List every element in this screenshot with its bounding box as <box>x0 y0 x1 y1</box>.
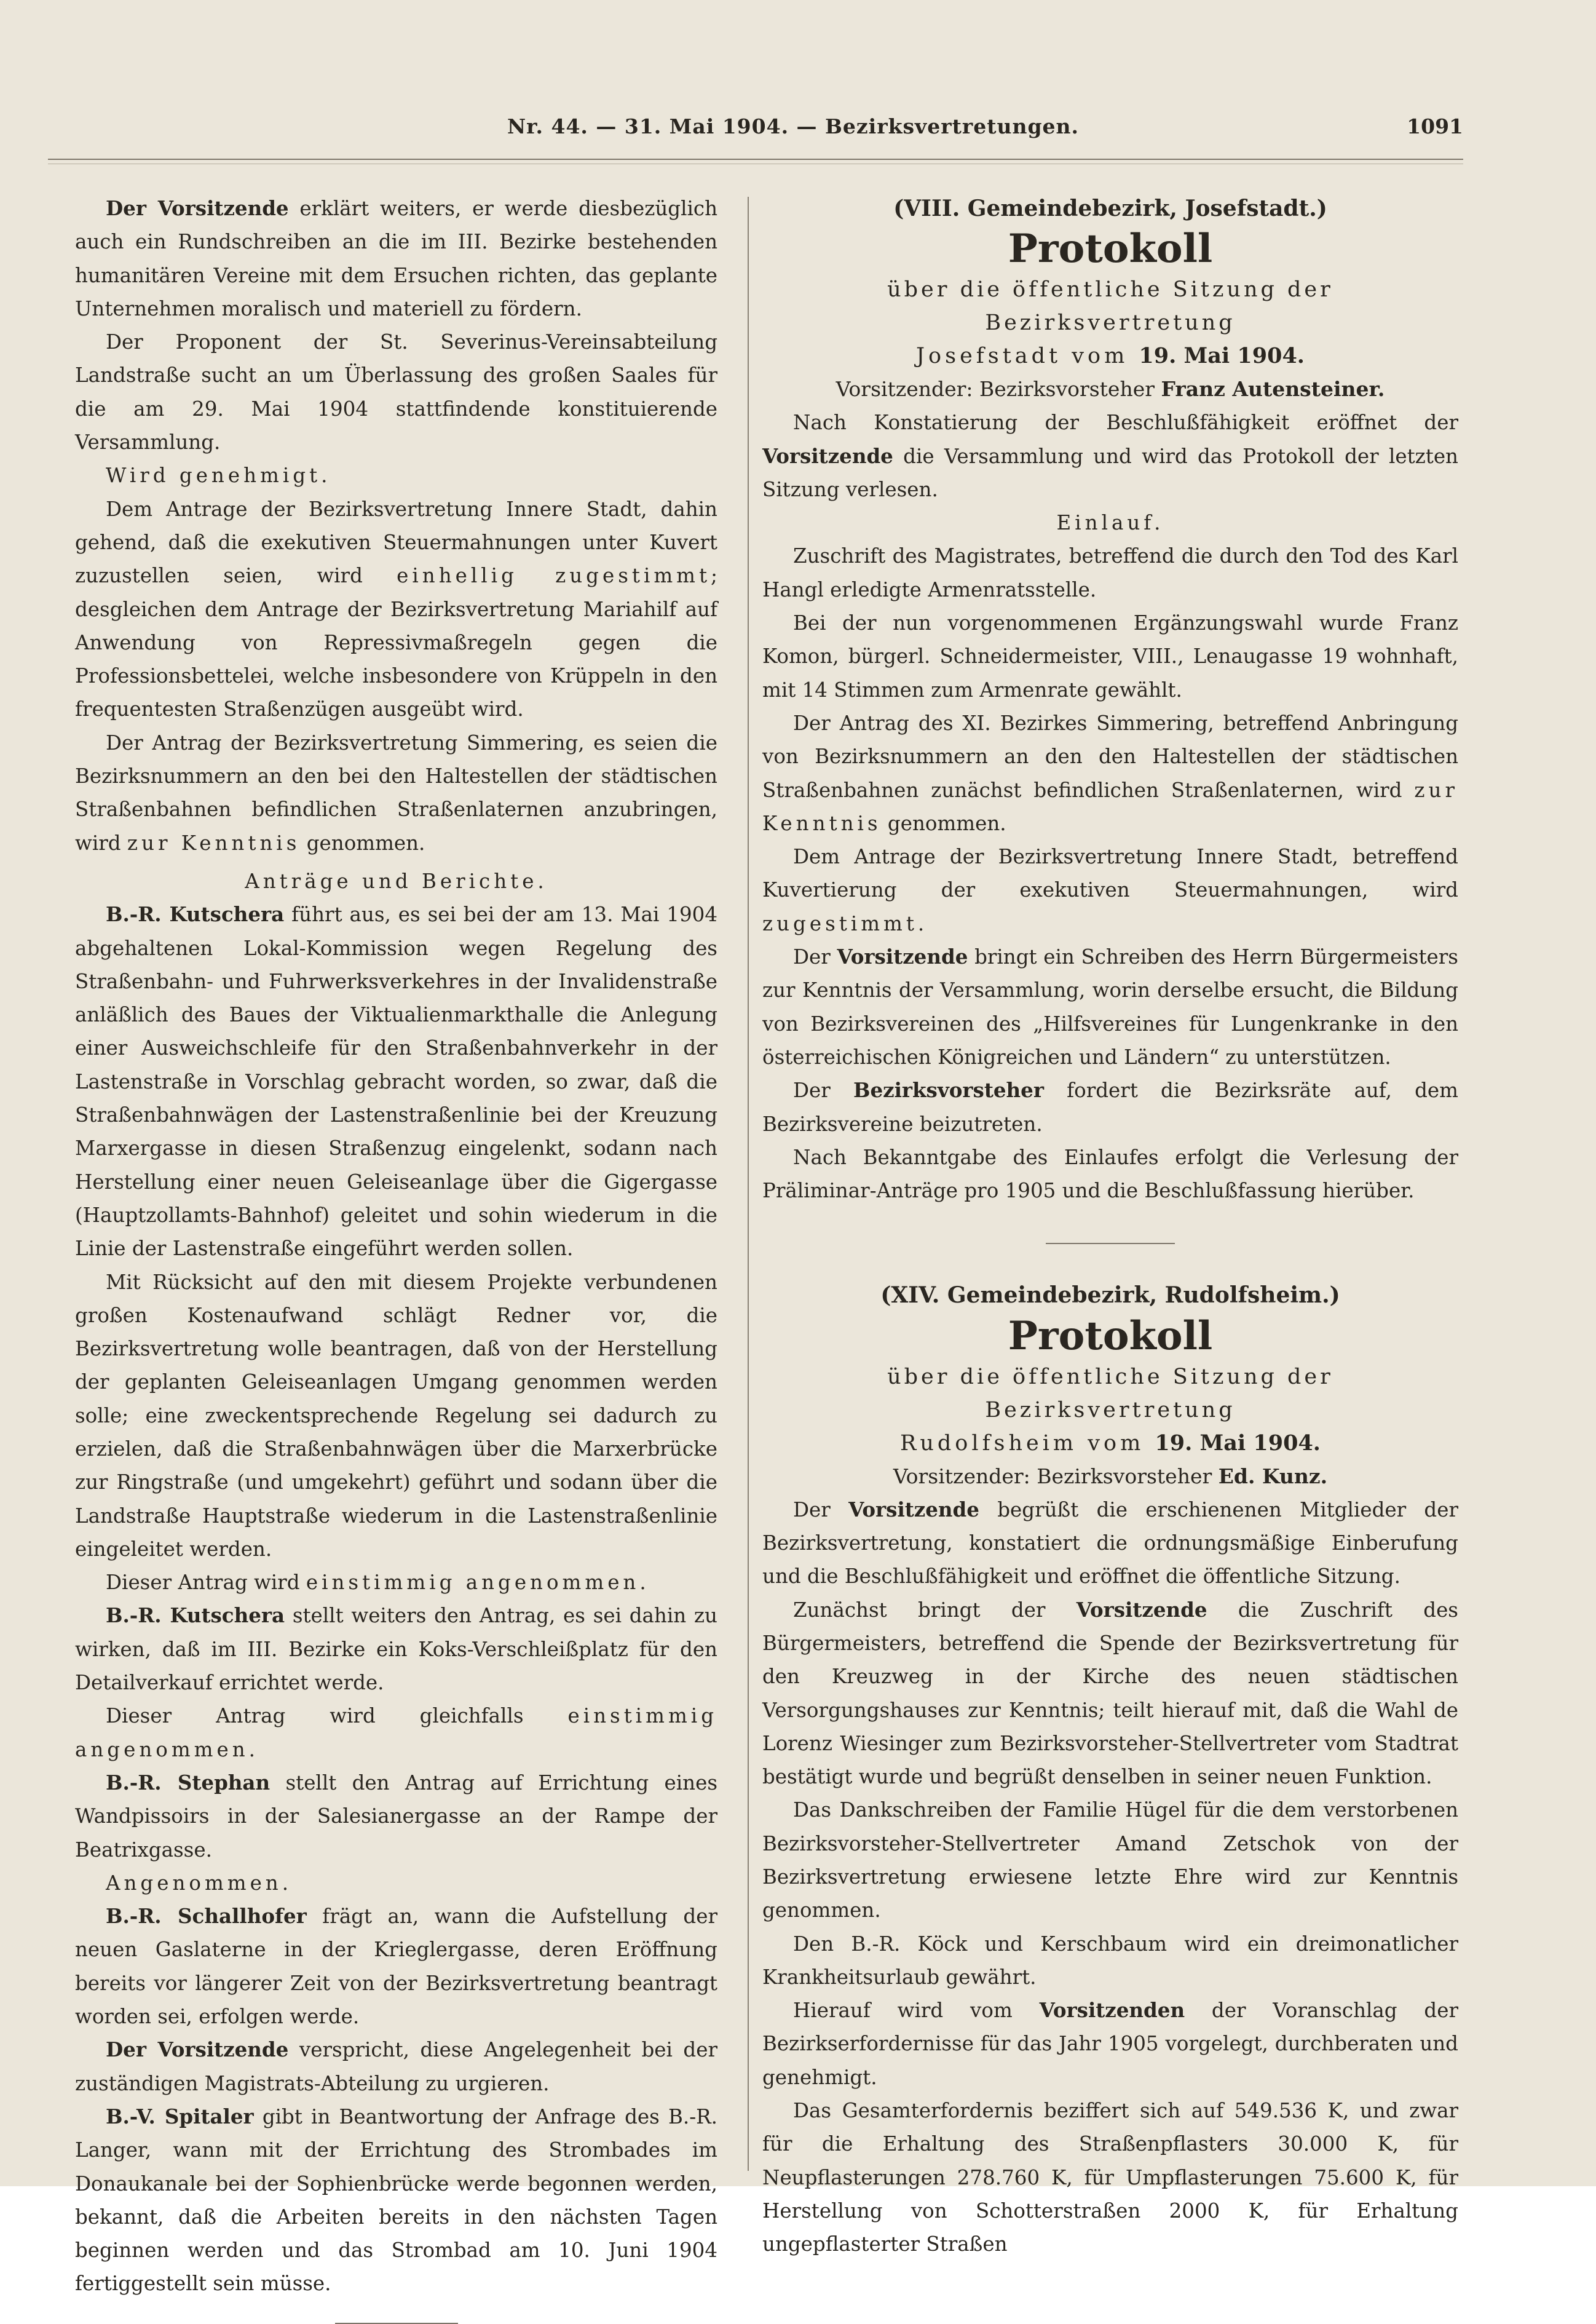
paragraph-text: stellt weiters den Antrag, es sei dahin zu wirken, daß im III. Bezirke ein Koks-Verschleißplatz für den Detailverkauf errichtet werde. <box>75 1604 717 1695</box>
protokoll-title: Protokoll <box>1008 1312 1213 1359</box>
paragraph-text: Der <box>793 1497 849 1521</box>
paragraph-text: Der Antrag des XI. Bezirkes Simmering, betreffend Anbringung von Bezirksnummern an den den Haltestellen der städtischen Straßenbahnen zunächst befindlichen Straßenlaternen, wird <box>762 711 1458 802</box>
chair-name: Ed. Kunz. <box>1218 1464 1328 1488</box>
column-end-rule <box>335 2323 458 2324</box>
paragraph <box>762 940 1458 1074</box>
paragraph: Wird genehmigt. <box>106 464 331 488</box>
page-number: 1091 <box>1407 114 1463 138</box>
paragraph <box>75 2033 717 2100</box>
header-rule <box>48 159 1463 164</box>
speaker-name: B.-V. Spitaler <box>106 2104 254 2128</box>
protokoll-title: Protokoll <box>1008 226 1213 272</box>
paragraph-text: stellt den Antrag auf Errichtung eines Wandpissoirs in der Salesianergasse an der Rampe der Beatrixgasse. <box>75 1771 717 1862</box>
column-divider <box>748 197 749 2171</box>
paragraph-text: Dem Antrage der Bezirksvertretung Innere Stadt, dahin gehend, daß die exekutiven Steuermahnungen unter Kuvert zuzustellen seien, wird <box>75 497 717 588</box>
paragraph-text: gibt in Beantwortung der Anfrage des B.-R. Langer, wann mit der Errichtung des Strombades im Donaukanale bei der Sophienbrücke werde begonnen werden, bekannt, daß die Arbeiten bereits in den nächsten Tagen beginnen werden und das Strombad am 10. Juni 1904 fertiggestellt sein müsse. <box>75 2104 717 2296</box>
paragraph: Das Dankschreiben der Familie Hügel für die dem verstorbenen Bezirksvorsteher-Stellvertreter Amand Zetschok von der Bezirksvertretung erwiesene letzte Ehre wird zur Kenntnis genommen. <box>762 1798 1458 1922</box>
speaker-name: B.-R. Kutschera <box>106 1603 285 1628</box>
protokoll-date-line <box>762 1427 1458 1460</box>
emphasis-text: einhellig zugestimmt <box>397 564 711 588</box>
session-date: 19. Mai 1904. <box>1155 1430 1321 1456</box>
paragraph <box>762 1074 1458 1141</box>
subtitle-text: Josefstadt vom <box>916 344 1139 369</box>
district-heading: (VIII. Gemeindebezirk, Josefstadt.) <box>893 196 1327 221</box>
paragraph-text: Hierauf wird vom <box>793 1999 1040 2023</box>
paragraph <box>75 192 717 325</box>
emphasis-text: einstimmig angenommen. <box>306 1571 650 1595</box>
emphasis-text: zugestimmt. <box>762 911 928 935</box>
paragraph-text: genommen. <box>881 811 1006 835</box>
header-title: Nr. 44. — 31. Mai 1904. — Bezirksvertretungen. <box>507 114 1079 138</box>
paragraph-text: Nach Konstatierung der Beschlußfähigkeit eröffnet der <box>793 411 1458 435</box>
emphasis-text: einstimmig angenommen. <box>75 1704 717 1761</box>
section-separator <box>1046 1243 1175 1244</box>
paragraph: Nach Bekanntgabe des Einlaufes erfolgt die Verlesung der Präliminar-Anträge pro 1905 und die Beschlußfassung hierüber. <box>762 1145 1458 1203</box>
speaker-name: B.-R. Schallhofer <box>106 1904 307 1929</box>
paragraph <box>75 898 717 1265</box>
paragraph-text: bringt ein Schreiben des Herrn Bürgermeisters zur Kenntnis der Versammlung, worin derselbe ersucht, die Bildung von Bezirksvereinen des „Hilfsvereines für Lungenkranke in den österreichischen Königreichen und Ländern“ zu unterstützen. <box>762 945 1458 1069</box>
speaker-name: Vorsitzende <box>762 443 893 468</box>
paragraph: Den B.-R. Köck und Kerschbaum wird ein dreimonatlicher Krankheitsurlaub gewährt. <box>762 1932 1458 1989</box>
emphasis-text: zur Kenntnis <box>762 778 1458 835</box>
session-date: 19. Mai 1904. <box>1139 343 1305 369</box>
paragraph <box>762 840 1458 940</box>
paragraph: Bei der nun vorgenommenen Ergänzungswahl wurde Franz Komon, bürgerl. Schneidermeister, VIII., Lenaugasse 19 wohnhaft, mit 14 Stimmen zum Armenrate gewählt. <box>762 611 1458 702</box>
paragraph: Zuschrift des Magistrates, betreffend die durch den Tod des Karl Hangl erledigte Armenratsstelle. <box>762 544 1458 601</box>
speaker-name: Bezirksvorsteher <box>853 1078 1044 1103</box>
paragraph <box>762 406 1458 506</box>
paragraph-text: Dem Antrage der Bezirksvertretung Innere Stadt, betreffend Kuvertierung der exekutiven Steuermahnungen, wird <box>762 845 1458 902</box>
speaker-name: Der Vorsitzende <box>106 2037 289 2062</box>
left-column <box>75 192 717 2324</box>
section-heading: Anträge und Berichte. <box>245 869 548 893</box>
speaker-name: B.-R. Stephan <box>106 1770 271 1795</box>
district-heading: (XIV. Gemeindebezirk, Rudolfsheim.) <box>880 1282 1340 1309</box>
paragraph <box>75 1566 717 1599</box>
chair-label: Vorsitzender: Bezirksvorsteher <box>893 1464 1219 1488</box>
paragraph-text: die Versammlung und wird das Protokoll der letzten Sitzung verlesen. <box>762 444 1458 501</box>
paragraph-text: genommen. <box>300 831 425 855</box>
emphasis-text: zur Kenntnis <box>127 831 301 855</box>
paragraph-text: Der Antrag der Bezirksvertretung Simmering, es seien die Bezirksnummern an den bei den Haltestellen der städtischen Straßenbahnen befindlichen Straßenlaternen anzubringen, wird <box>75 731 717 855</box>
page-header <box>49 114 1463 157</box>
chair-line <box>762 373 1458 406</box>
paragraph-text: Dieser Antrag wird gleichfalls <box>106 1704 568 1728</box>
paragraph-text: fordert die Bezirksräte auf, dem Bezirksvereine beizutreten. <box>762 1079 1458 1136</box>
paragraph <box>762 1593 1458 1794</box>
paragraph: Das Gesamterfordernis beziffert sich auf 549.536 K, und zwar für die Erhaltung des Straßenpflasters 30.000 K, für Neupflasterungen 278.760 K, für Umpflasterungen 75.600 K, für Herstellung von Schotterstraßen 2000 K, für Erhaltung ungepflasterter Straßen <box>762 2099 1458 2256</box>
speaker-name: Der Vorsitzende <box>106 196 289 220</box>
paragraph <box>762 707 1458 840</box>
paragraph <box>762 1493 1458 1593</box>
paragraph: Angenommen. <box>106 1871 293 1895</box>
paragraph-text: ; desgleichen dem Antrage der Bezirksvertretung Mariahilf auf Anwendung von Repressivmaßregeln gegen die Professionsbettelei, welche insbesondere von Krüppeln in den frequentesten Straßenzügen ausgeübt wird. <box>75 564 717 721</box>
paragraph-text: Dieser Antrag wird <box>106 1571 306 1595</box>
speaker-name: Vorsitzende <box>848 1497 979 1521</box>
subtitle-text: Rudolfsheim vom <box>900 1430 1155 1456</box>
protokoll-subtitle: über die öffentliche Sitzung der Bezirksvertretung <box>887 277 1333 336</box>
paragraph-text: Der <box>793 1079 853 1103</box>
section-heading: Einlauf. <box>1056 511 1164 535</box>
paragraph <box>75 2100 717 2301</box>
paragraph <box>75 1699 717 1766</box>
paragraph-text: der Voranschlag der Bezirkserfordernisse für das Jahr 1905 vorgelegt, durchberaten und genehmigt. <box>762 1999 1458 2089</box>
paragraph-text: Der <box>793 945 837 969</box>
paragraph <box>75 1900 717 2033</box>
paragraph <box>75 1599 717 1699</box>
speaker-name: Vorsitzende <box>837 945 968 969</box>
chair-name: Franz Autensteiner. <box>1161 377 1385 402</box>
paragraph-text: führt aus, es sei bei der am 13. Mai 1904 abgehaltenen Lokal-Kommission wegen Regelung des Straßenbahn- und Fuhrwerksverkehres in der Invalidenstraße anläßlich des Baues der Viktualienmarkthalle die Anlegung einer Ausweichschleife für den Straßenbahnverkehr in der Lastenstraße in Vorschlag gebracht worden, so zwar, daß die Straßenbahnwägen der Lastenstraßenlinie bei der Kreuzung Marxergasse in diesen Straßenzug eingelenkt, sodann nach Herstellung einer neuen Geleiseanlage über die Gigergasse (Hauptzollamts-Bahnhof) geleitet und sohin wiederum in die Linie der Lastenstraße eingeführt werden sollen. <box>75 903 717 1261</box>
paragraph-text: die Zuschrift des Bürgermeisters, betreffend die Spende der Bezirksvertretung für den Kreuzweg in der Kirche des neuen städtischen Versorgungshauses zur Kenntnis; teilt hierauf mit, daß die Wahl de Lorenz Wiesinger zum Bezirksvorsteher-Stellvertreter vom Stadtrat bestätigt wurde und begrüßt denselben in seiner neuen Funktion. <box>762 1598 1458 1789</box>
right-column <box>762 192 1458 2261</box>
protokoll-subtitle: über die öffentliche Sitzung der Bezirksvertretung <box>887 1364 1333 1422</box>
protokoll-date-line <box>762 339 1458 373</box>
chair-label: Vorsitzender: Bezirksvorsteher <box>836 377 1161 402</box>
paragraph: Mit Rücksicht auf den mit diesem Projekte verbundenen großen Kostenaufwand schlägt Redner vor, die Bezirksvertretung wolle beantragen, daß von der Herstellung der geplanten Geleiseanlagen Umgang genommen werden solle; eine zweckentsprechende Regelung sei dadurch zu erzielen, daß die Straßenbahnwägen über die Marxerbrücke zur Ringstraße (und umgekehrt) geführt und sodann über die Landstraße Hauptstraße wiederum in die Lastenstraßenlinie eingeleitet werden. <box>75 1270 717 1561</box>
paragraph-text: erklärt weiters, er werde diesbezüglich auch ein Rundschreiben an die im III. Bezirke bestehenden humanitären Vereine mit dem Ersuchen richten, das geplante Unternehmen moralisch und materiell zu fördern. <box>75 197 718 320</box>
speaker-name: Vorsitzenden <box>1039 1998 1185 2023</box>
paragraph-text: verspricht, diese Angelegenheit bei der zuständigen Magistrats-Abteilung zu urgieren. <box>75 2038 717 2095</box>
paragraph-text: Zunächst bringt der <box>793 1598 1077 1622</box>
paragraph <box>75 1766 717 1866</box>
paragraph: Der Proponent der St. Severinus-Vereinsabteilung Landstraße sucht an um Überlassung des großen Saales für die am 29. Mai 1904 stattfindende konstituierende Versammlung. <box>75 330 717 454</box>
speaker-name: B.-R. Kutschera <box>106 902 285 927</box>
paragraph <box>75 493 717 726</box>
paragraph <box>762 1994 1458 2094</box>
speaker-name: Vorsitzende <box>1076 1597 1207 1622</box>
paragraph-text: begrüßt die erschienenen Mitglieder der Bezirksvertretung, konstatiert die ordnungsmäßige Einberufung und die Beschlußfähigkeit und eröffnet die öffentliche Sitzung. <box>762 1497 1458 1588</box>
paragraph <box>75 726 717 860</box>
paragraph-text: frägt an, wann die Aufstellung der neuen Gaslaterne in der Krieglergasse, deren Eröffnung bereits vor längerer Zeit von der Bezirksvertretung beantragt worden sei, erfolgen werde. <box>75 1905 717 2029</box>
chair-line <box>762 1460 1458 1493</box>
